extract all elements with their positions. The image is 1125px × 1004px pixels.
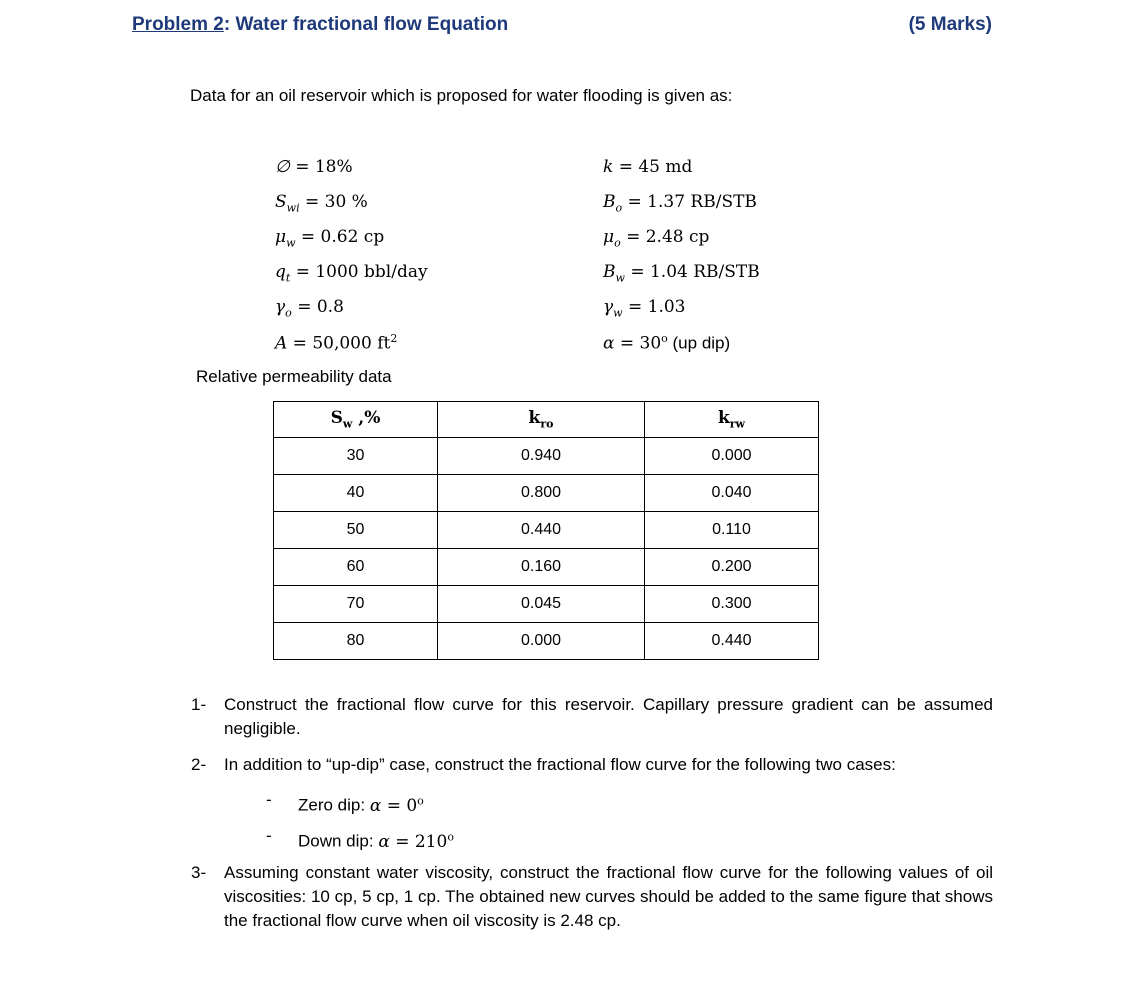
cell-krw: 0.000 [645, 438, 819, 475]
cell-sw: 40 [274, 475, 438, 512]
rel-perm-label: Relative permeability data [196, 367, 392, 386]
case-1-dash: - [266, 790, 272, 809]
rel-perm-table [273, 401, 819, 660]
header-kro: $k_{ro}$ [438, 402, 645, 438]
param-swi: $S_{wi} = 30$ % [275, 192, 368, 215]
param-bw: $B_w = 1.04$ RB/STB [603, 262, 760, 285]
cell-sw: 60 [274, 549, 438, 586]
table-row [274, 475, 819, 512]
header-krw: $k_{rw}$ [645, 402, 819, 438]
param-bo: $B_o = 1.37$ RB/STB [603, 192, 757, 215]
cell-kro: 0.045 [438, 586, 645, 623]
table-header-row [274, 402, 819, 438]
param-alpha: $\alpha = 30^o$ (up dip) [603, 332, 731, 354]
question-1-text: Construct the fractional flow curve for this reservoir. Capillary pressure gradient can be assumed negligible. [224, 695, 993, 738]
question-2-number: 2- [191, 755, 207, 774]
param-porosity: ∅ = 18% [275, 157, 353, 177]
cell-krw: 0.200 [645, 549, 819, 586]
marks-label: (5 Marks) [908, 14, 992, 35]
question-3-number: 3- [191, 863, 207, 882]
problem-heading: Water fractional flow Equation [230, 14, 509, 35]
cell-krw: 0.440 [645, 623, 819, 660]
table-row [274, 586, 819, 623]
cell-kro: 0.800 [438, 475, 645, 512]
cell-kro: 0.160 [438, 549, 645, 586]
header-sw: $S_w$ ,% [274, 402, 438, 438]
cell-krw: 0.300 [645, 586, 819, 623]
table-row [274, 623, 819, 660]
cell-krw: 0.110 [645, 512, 819, 549]
param-gamma-w: $\gamma_w = 1.03$ [603, 297, 686, 320]
cell-kro: 0.000 [438, 623, 645, 660]
table-row [274, 549, 819, 586]
param-mu-w: $\mu_w = 0.62$ cp [275, 227, 385, 250]
cell-sw: 50 [274, 512, 438, 549]
param-k: k = 45 md [603, 157, 693, 177]
problem-title [132, 14, 508, 36]
cell-sw: 30 [274, 438, 438, 475]
param-gamma-o: $\gamma_o = 0.8$ [275, 297, 344, 320]
case-2-dash: - [266, 826, 272, 845]
param-qt: $q_t = 1000$ bbl/day [275, 262, 428, 285]
cell-sw: 80 [274, 623, 438, 660]
cell-krw: 0.040 [645, 475, 819, 512]
question-3-text: Assuming constant water viscosity, construct the fractional flow curve for the following values of oil viscosities: 10 cp, 5 cp, 1 cp. The obtained new curves should be added to the same figure that shows the fractional flow curve when oil viscosity is 2.48 cp. [224, 863, 993, 930]
cell-kro: 0.440 [438, 512, 645, 549]
problem-label: Problem 2 [132, 14, 224, 35]
param-mu-o: $\mu_o = 2.48$ cp [603, 227, 710, 250]
case-zero-dip: Zero dip: $\alpha = 0^o$ [298, 794, 424, 816]
problem-separator: : [223, 14, 231, 35]
param-area: A = 50,000 $ft^2$ [275, 332, 398, 354]
cell-sw: 70 [274, 586, 438, 623]
case-down-dip: Down dip: $\alpha = 210^o$ [298, 830, 454, 852]
cell-kro: 0.940 [438, 438, 645, 475]
question-2-text: In addition to “up-dip” case, construct the fractional flow curve for the following two cases: [224, 755, 896, 774]
question-1-number: 1- [191, 695, 207, 714]
table-row [274, 512, 819, 549]
intro-text: Data for an oil reservoir which is proposed for water flooding is given as: [190, 86, 733, 105]
table-row [274, 438, 819, 475]
